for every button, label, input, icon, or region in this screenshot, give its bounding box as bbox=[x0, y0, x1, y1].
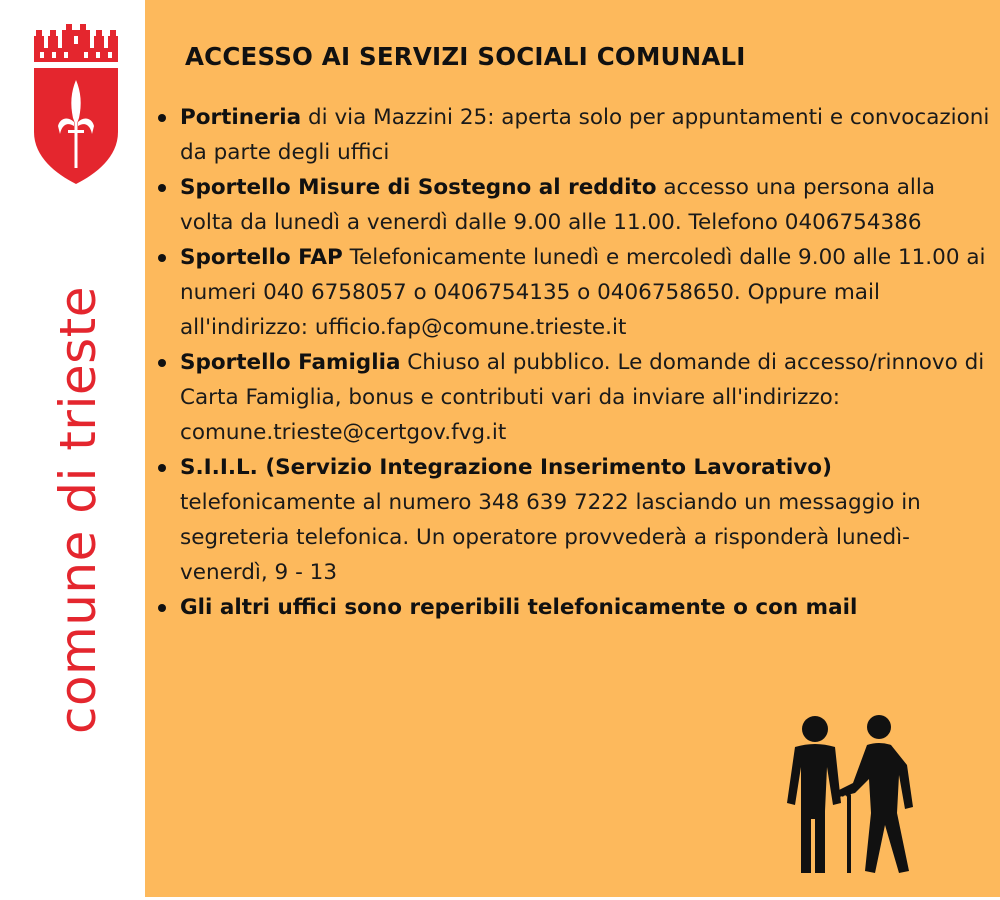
list-item bbox=[180, 170, 990, 240]
sidebar bbox=[0, 0, 145, 900]
item-heading: Sportello Misure di Sostegno al reddito bbox=[180, 175, 657, 200]
item-text: Chiuso al pubblico. Le domande di accesso/rinnovo di Carta Famiglia, bonus e contributi vari da inviare all'indirizzo: comune.trieste@certgov.fvg.it bbox=[180, 350, 985, 445]
item-heading: Sportello Famiglia bbox=[180, 350, 401, 375]
item-text: di via Mazzini 25: aperta solo per appuntamenti e convocazioni da parte degli uffici bbox=[180, 105, 990, 165]
item-heading: Gli altri uffici sono reperibili telefonicamente o con mail bbox=[180, 595, 858, 620]
list-item bbox=[180, 590, 990, 625]
services-list bbox=[180, 100, 990, 625]
list-item bbox=[180, 100, 990, 170]
item-text: accesso una persona alla volta da lunedì a venerdì dalle 9.00 alle 11.00. Telefono 0406754386 bbox=[180, 175, 936, 235]
list-item bbox=[180, 450, 990, 590]
page-title: ACCESSO AI SERVIZI SOCIALI COMUNALI bbox=[185, 42, 746, 71]
item-heading: Portineria bbox=[180, 105, 302, 130]
trieste-crest-icon bbox=[30, 22, 122, 187]
elderly-assistance-icon bbox=[775, 715, 935, 875]
list-item bbox=[180, 240, 990, 345]
item-heading: Sportello FAP bbox=[180, 245, 343, 270]
item-text: telefonicamente al numero 348 639 7222 lasciando un messaggio in segreteria telefonica. Un operatore provvederà a risponderà lunedì-venerdì, 9 - 13 bbox=[180, 490, 921, 585]
list-item bbox=[180, 345, 990, 450]
item-heading: S.I.I.L. (Servizio Integrazione Inserimento Lavorativo) bbox=[180, 455, 832, 480]
brand-name: comune di trieste bbox=[49, 285, 107, 735]
item-text: Telefonicamente lunedì e mercoledì dalle 9.00 alle 11.00 ai numeri 040 6758057 o 0406754135 o 0406758650. Oppure mail all'indirizzo: ufficio.fap@comune.trieste.it bbox=[180, 245, 986, 340]
